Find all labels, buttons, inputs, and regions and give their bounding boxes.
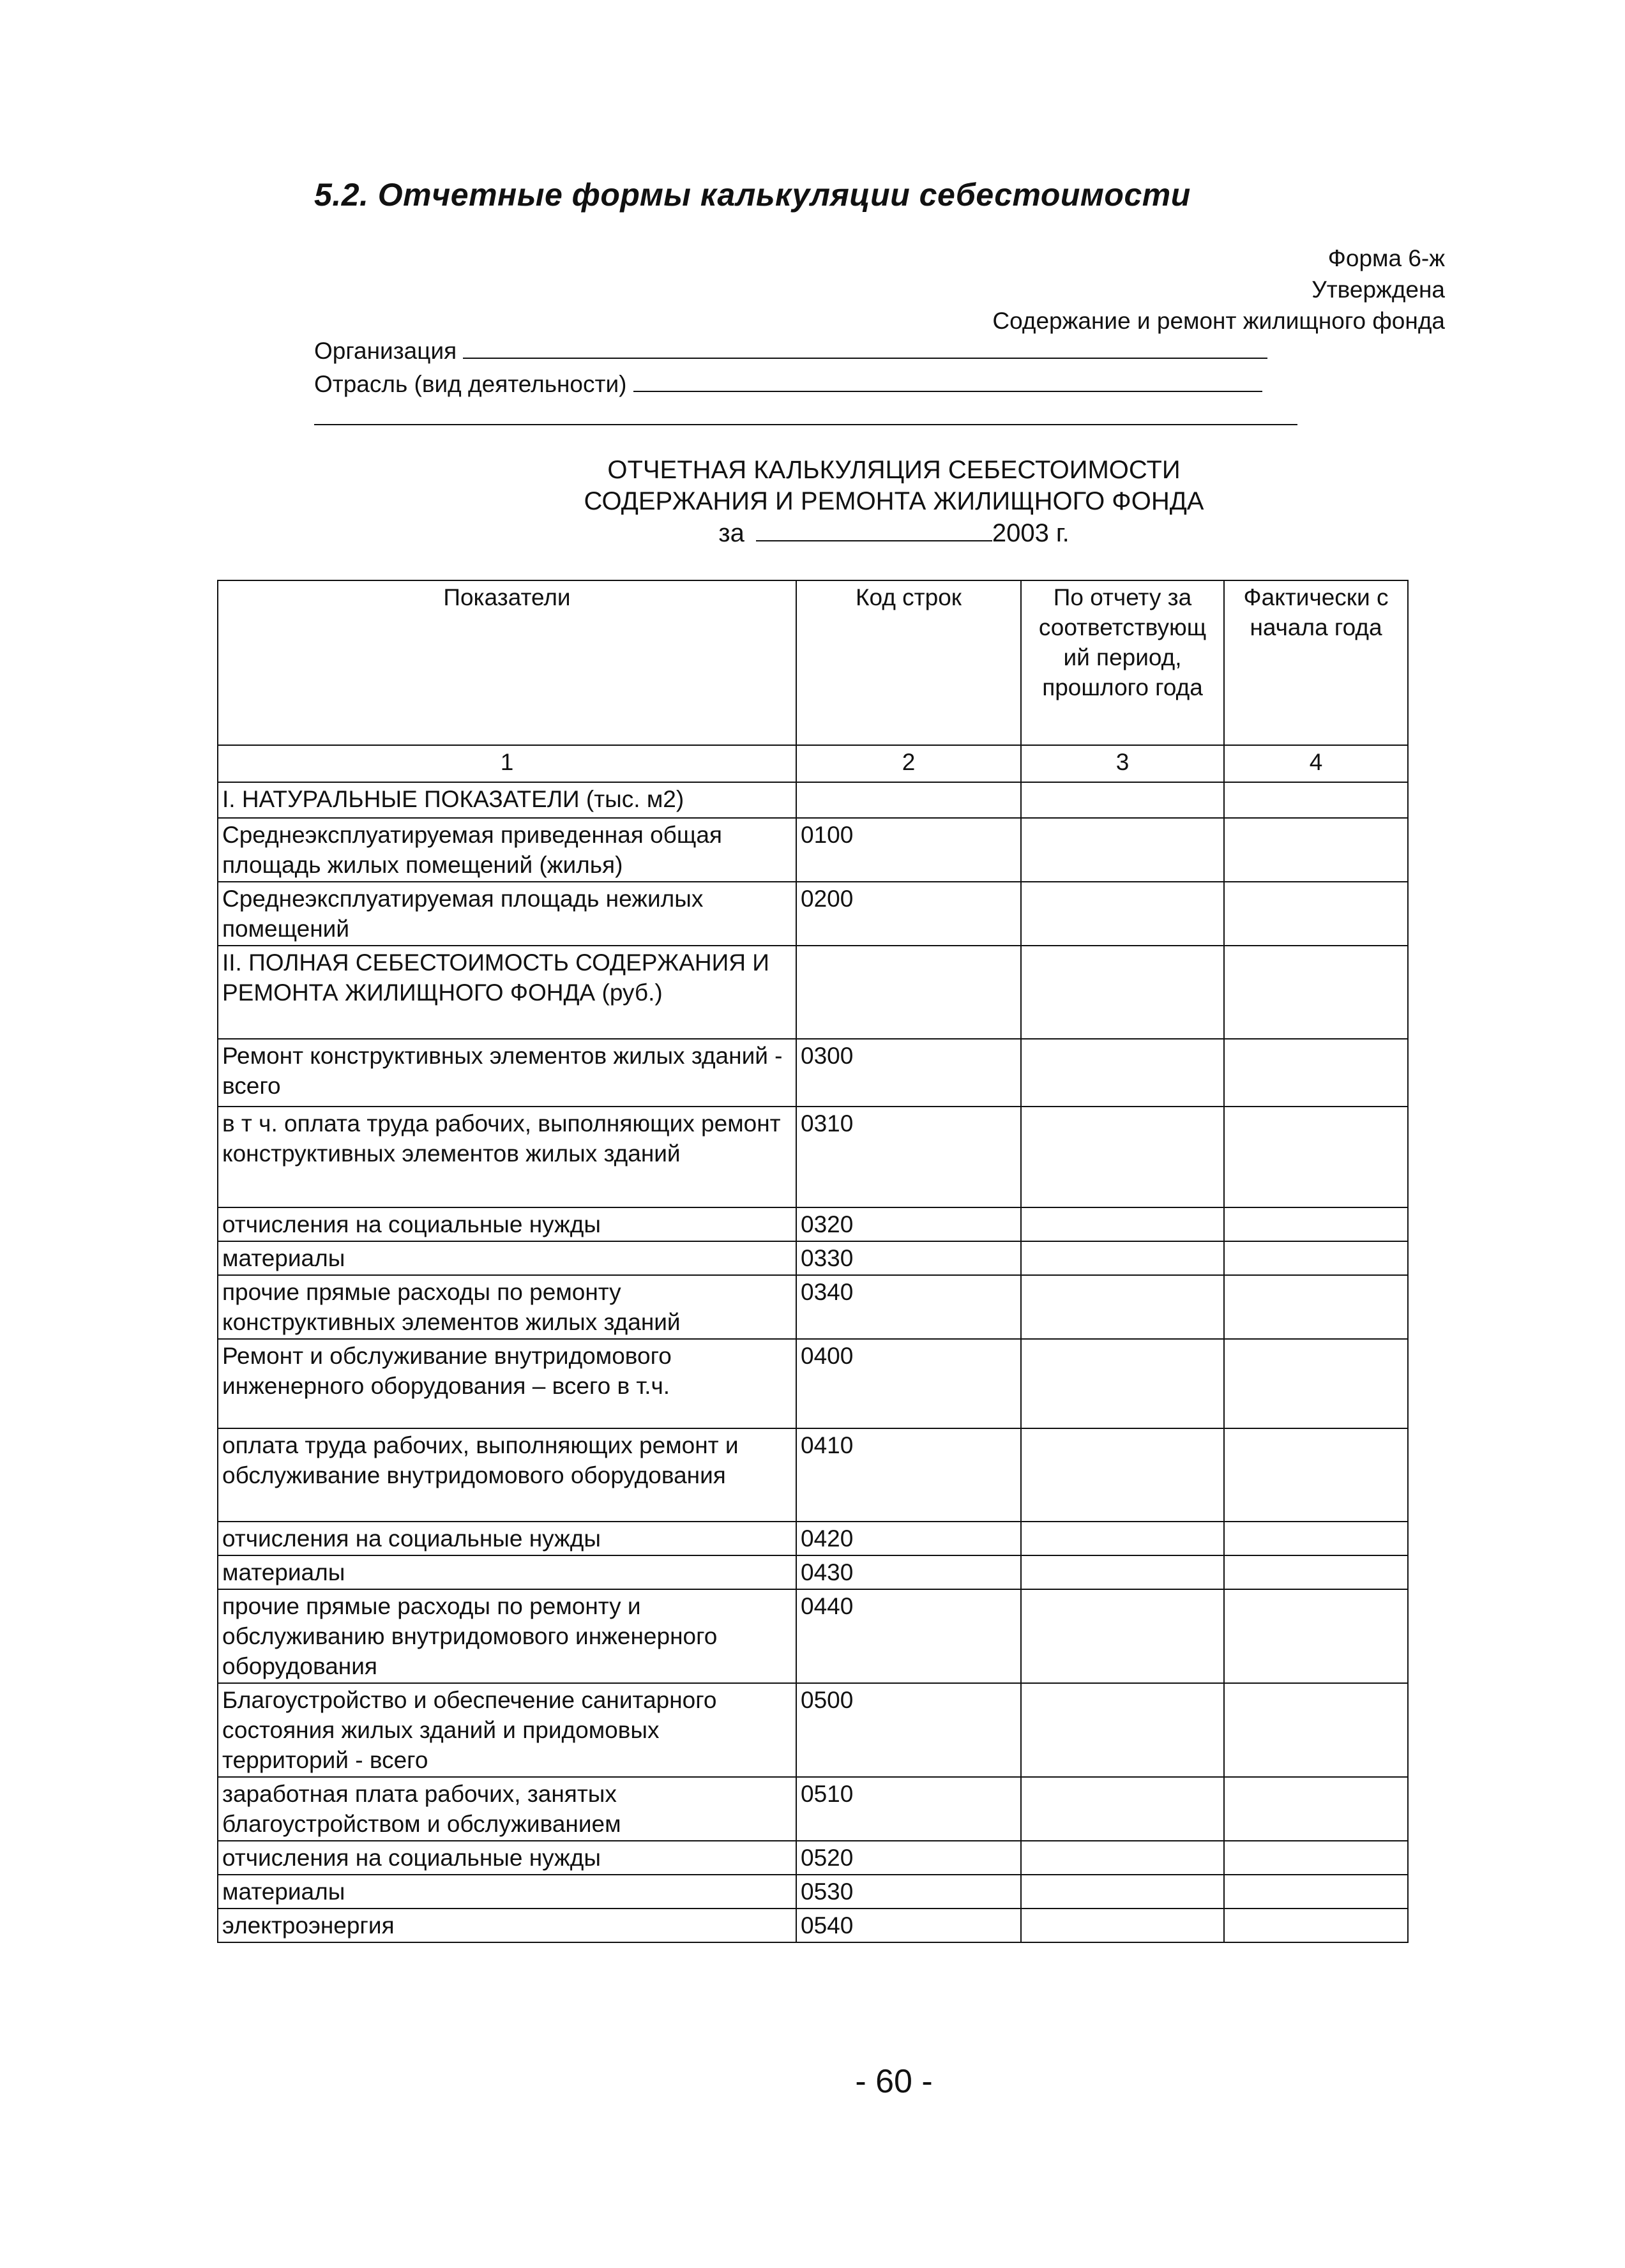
row-year-to-date-value [1224, 782, 1408, 818]
row-year-to-date-value [1224, 1683, 1408, 1777]
row-label: Среднеэксплуатируемая площадь нежилых помещений [218, 882, 796, 946]
row-prior-year-value [1021, 1589, 1224, 1683]
industry-blank [633, 369, 1262, 392]
row-prior-year-value [1021, 818, 1224, 882]
row-year-to-date-value [1224, 882, 1408, 946]
industry-label: Отрасль (вид деятельности) [314, 371, 627, 397]
row-prior-year-value [1021, 1909, 1224, 1942]
row-code: 0520 [796, 1841, 1021, 1875]
table-row [218, 1683, 1408, 1777]
row-code: 0410 [796, 1428, 1021, 1522]
row-year-to-date-value [1224, 1555, 1408, 1589]
row-code: 0440 [796, 1589, 1021, 1683]
row-prior-year-value [1021, 1207, 1224, 1241]
row-code: 0500 [796, 1683, 1021, 1777]
row-label: отчисления на социальные нужды [218, 1522, 796, 1555]
table-row [218, 1909, 1408, 1942]
row-code: 0320 [796, 1207, 1021, 1241]
table-row [218, 782, 1408, 818]
row-code: 0430 [796, 1555, 1021, 1589]
period-prefix: за [718, 519, 744, 547]
row-prior-year-value [1021, 1275, 1224, 1339]
row-year-to-date-value [1224, 1522, 1408, 1555]
row-year-to-date-value [1224, 1875, 1408, 1909]
row-label: заработная плата рабочих, занятых благоустройством и обслуживанием [218, 1777, 796, 1841]
row-prior-year-value [1021, 1241, 1224, 1275]
row-year-to-date-value [1224, 1339, 1408, 1428]
table-row [218, 1241, 1408, 1275]
row-label: отчисления на социальные нужды [218, 1207, 796, 1241]
column-number-row [218, 745, 1408, 782]
row-year-to-date-value [1224, 1777, 1408, 1841]
table-row [218, 1107, 1408, 1207]
row-prior-year-value [1021, 1841, 1224, 1875]
table-row [218, 1428, 1408, 1522]
form-number: Форма 6-ж [1327, 245, 1445, 271]
row-code [796, 946, 1021, 1039]
row-label: материалы [218, 1875, 796, 1909]
table-body [218, 782, 1408, 1942]
row-code: 0530 [796, 1875, 1021, 1909]
table-row [218, 1207, 1408, 1241]
row-prior-year-value [1021, 1039, 1224, 1107]
table-row [218, 1339, 1408, 1428]
row-year-to-date-value [1224, 1909, 1408, 1942]
row-year-to-date-value [1224, 818, 1408, 882]
table-row [218, 946, 1408, 1039]
industry-field [314, 369, 1262, 398]
period-year: 2003 г. [992, 519, 1069, 547]
row-label: оплата труда рабочих, выполняющих ремонт и обслуживание внутридомового оборудования [218, 1428, 796, 1522]
row-prior-year-value [1021, 1428, 1224, 1522]
column-number: 4 [1224, 745, 1408, 782]
row-prior-year-value [1021, 1777, 1224, 1841]
row-prior-year-value [1021, 946, 1224, 1039]
row-label: Благоустройство и обеспечение санитарного состояния жилых зданий и придомовых территорий - всего [218, 1683, 796, 1777]
form-scope: Содержание и ремонт жилищного фонда [992, 308, 1445, 334]
row-label: отчисления на социальные нужды [218, 1841, 796, 1875]
row-label: Ремонт конструктивных элементов жилых зданий - всего [218, 1039, 796, 1107]
organization-label: Организация [314, 338, 457, 364]
row-code: 0200 [796, 882, 1021, 946]
row-code: 0100 [796, 818, 1021, 882]
header-divider [314, 424, 1297, 425]
row-prior-year-value [1021, 1875, 1224, 1909]
row-label: материалы [218, 1241, 796, 1275]
row-code: 0540 [796, 1909, 1021, 1942]
header-prior-year: По отчету за соответствующ ий период, прошлого года [1021, 580, 1224, 745]
row-label: Ремонт и обслуживание внутридомового инженерного оборудования – всего в т.ч. [218, 1339, 796, 1428]
column-number: 3 [1021, 745, 1224, 782]
form-header [992, 243, 1445, 336]
row-label: прочие прямые расходы по ремонту конструктивных элементов жилых зданий [218, 1275, 796, 1339]
table-row [218, 1875, 1408, 1909]
table-row [218, 1589, 1408, 1683]
row-label: Среднеэксплуатируемая приведенная общая площадь жилых помещений (жилья) [218, 818, 796, 882]
report-period [0, 517, 1625, 549]
row-label: прочие прямые расходы по ремонту и обслуживанию внутридомового инженерного оборудования [218, 1589, 796, 1683]
row-code: 0330 [796, 1241, 1021, 1275]
row-year-to-date-value [1224, 1589, 1408, 1683]
row-prior-year-value [1021, 1339, 1224, 1428]
report-title-line2: СОДЕРЖАНИЯ И РЕМОНТА ЖИЛИЩНОГО ФОНДА [584, 487, 1204, 515]
table-row [218, 1275, 1408, 1339]
row-year-to-date-value [1224, 1841, 1408, 1875]
row-label: электроэнергия [218, 1909, 796, 1942]
row-label: I. НАТУРАЛЬНЫЕ ПОКАЗАТЕЛИ (тыс. м2) [218, 782, 796, 818]
table-row [218, 1777, 1408, 1841]
row-year-to-date-value [1224, 1107, 1408, 1207]
row-code: 0340 [796, 1275, 1021, 1339]
row-code: 0300 [796, 1039, 1021, 1107]
table-header-row [218, 580, 1408, 745]
row-prior-year-value [1021, 1107, 1224, 1207]
table-row [218, 1555, 1408, 1589]
row-year-to-date-value [1224, 1039, 1408, 1107]
row-prior-year-value [1021, 1555, 1224, 1589]
organization-blank [463, 336, 1267, 359]
header-year-to-date: Фактически с начала года [1224, 580, 1408, 745]
row-year-to-date-value [1224, 1428, 1408, 1522]
table-row [218, 1522, 1408, 1555]
section-heading: 5.2. Отчетные формы калькуляции себестоимости [314, 177, 1191, 213]
row-label: II. ПОЛНАЯ СЕБЕСТОИМОСТЬ СОДЕРЖАНИЯ И РЕМОНТА ЖИЛИЩНОГО ФОНДА (руб.) [218, 946, 796, 1039]
row-year-to-date-value [1224, 1207, 1408, 1241]
approval-note: Утверждена [1311, 276, 1445, 303]
row-label: материалы [218, 1555, 796, 1589]
report-title-line1: ОТЧЕТНАЯ КАЛЬКУЛЯЦИЯ СЕБЕСТОИМОСТИ [607, 456, 1181, 484]
report-title [0, 455, 1625, 549]
row-prior-year-value [1021, 882, 1224, 946]
cost-calculation-table [217, 580, 1409, 1943]
period-blank [756, 517, 992, 541]
row-code: 0400 [796, 1339, 1021, 1428]
row-year-to-date-value [1224, 1241, 1408, 1275]
organization-field [314, 336, 1267, 365]
header-indicators: Показатели [218, 580, 796, 745]
table-row [218, 1841, 1408, 1875]
row-label: в т ч. оплата труда рабочих, выполняющих ремонт конструктивных элементов жилых зданий [218, 1107, 796, 1207]
row-year-to-date-value [1224, 946, 1408, 1039]
header-line-code: Код строк [796, 580, 1021, 745]
row-prior-year-value [1021, 1683, 1224, 1777]
column-number: 2 [796, 745, 1021, 782]
column-number: 1 [218, 745, 796, 782]
row-code [796, 782, 1021, 818]
row-prior-year-value [1021, 1522, 1224, 1555]
row-prior-year-value [1021, 782, 1224, 818]
row-code: 0420 [796, 1522, 1021, 1555]
row-code: 0310 [796, 1107, 1021, 1207]
row-code: 0510 [796, 1777, 1021, 1841]
table-row [218, 1039, 1408, 1107]
table-row [218, 882, 1408, 946]
row-year-to-date-value [1224, 1275, 1408, 1339]
page-number: - 60 - [855, 2063, 933, 2100]
table-row [218, 818, 1408, 882]
